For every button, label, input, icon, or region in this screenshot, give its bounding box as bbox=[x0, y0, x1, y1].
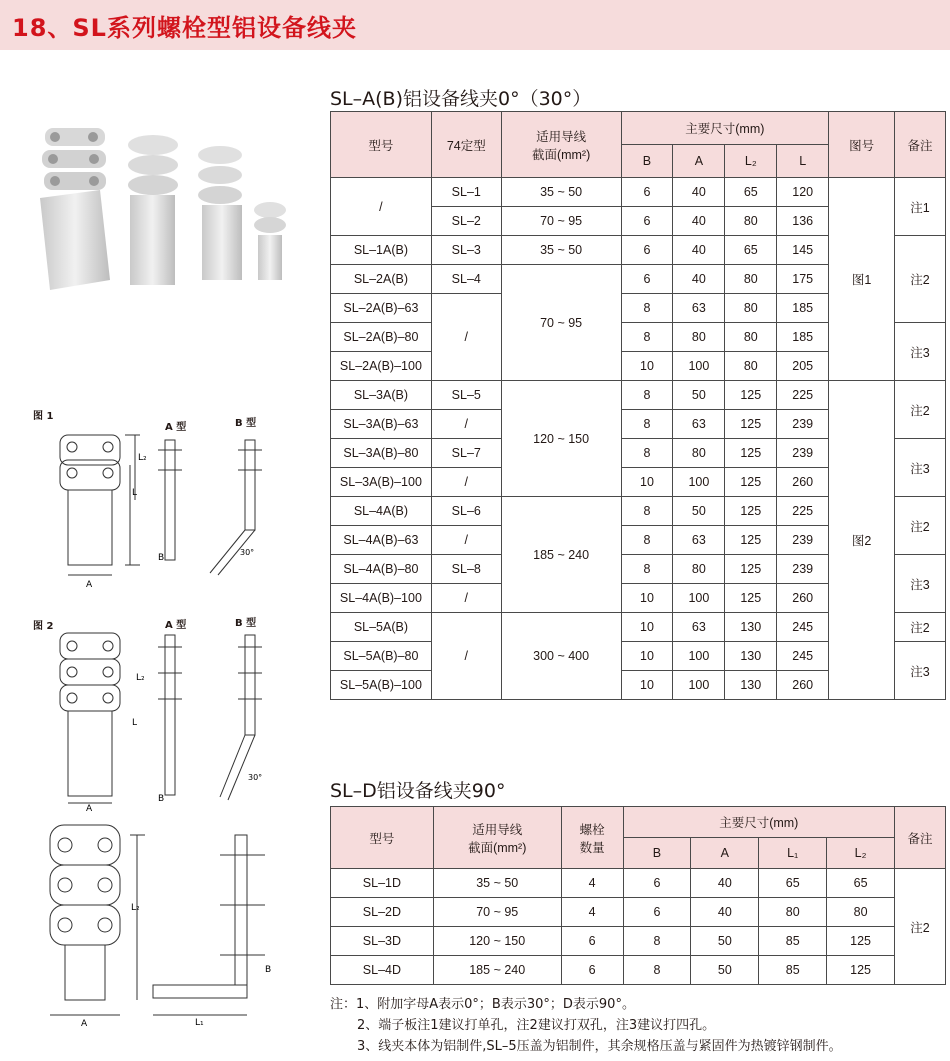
cell-note: 注2 bbox=[895, 497, 946, 555]
cell-L: 205 bbox=[777, 352, 829, 381]
cell-L2: 80 bbox=[725, 294, 777, 323]
cell-type74: SL–1 bbox=[431, 178, 501, 207]
cell-type74: SL–6 bbox=[431, 497, 501, 526]
cell-section: 120 ~ 150 bbox=[433, 927, 561, 956]
cell-B: 10 bbox=[621, 613, 673, 642]
cell-type74: / bbox=[431, 294, 501, 381]
cell-L2: 125 bbox=[725, 555, 777, 584]
cell-L2: 125 bbox=[725, 468, 777, 497]
th-L1: L₁ bbox=[759, 838, 827, 869]
fig1-typeA-label: A 型 bbox=[165, 422, 187, 433]
cell-B: 6 bbox=[623, 869, 691, 898]
cell-model: SL–5A(B)–100 bbox=[331, 671, 432, 700]
cell-type74: SL–5 bbox=[431, 381, 501, 410]
title-banner bbox=[0, 0, 950, 50]
th-section: 适用导线 截面(mm²) bbox=[501, 112, 621, 178]
cell-B: 10 bbox=[621, 642, 673, 671]
cell-fig: 图2 bbox=[829, 381, 895, 700]
cell-L2: 125 bbox=[725, 439, 777, 468]
cell-section: 120 ~ 150 bbox=[501, 381, 621, 497]
cell-type74: / bbox=[431, 410, 501, 439]
cell-A: 63 bbox=[673, 294, 725, 323]
fig1-typeB-label: B 型 bbox=[235, 418, 257, 429]
th-A: A bbox=[691, 838, 759, 869]
cell-model: SL–2D bbox=[331, 898, 434, 927]
cell-model: SL–1D bbox=[331, 869, 434, 898]
cell-type74: SL–7 bbox=[431, 439, 501, 468]
cell-model: SL–2A(B)–80 bbox=[331, 323, 432, 352]
fig2-dim-L: L bbox=[132, 718, 138, 728]
cell-L2: 80 bbox=[725, 352, 777, 381]
cell-L: 239 bbox=[777, 555, 829, 584]
cell-L2: 80 bbox=[725, 323, 777, 352]
fig3-drawing bbox=[35, 820, 300, 1040]
cell-B: 8 bbox=[623, 927, 691, 956]
cell-L2: 65 bbox=[725, 236, 777, 265]
cell-A: 80 bbox=[673, 555, 725, 584]
th-fig: 图号 bbox=[829, 112, 895, 178]
cell-note: 注3 bbox=[895, 642, 946, 700]
cell-L2: 130 bbox=[725, 642, 777, 671]
cell-B: 6 bbox=[621, 207, 673, 236]
cell-A: 40 bbox=[673, 265, 725, 294]
th-type74: 74定型 bbox=[431, 112, 501, 178]
page-title: 18、SL系列螺栓型铝设备线夹 bbox=[12, 14, 357, 42]
th-bolts: 螺栓 数量 bbox=[561, 807, 623, 869]
cell-model: SL–2A(B)–63 bbox=[331, 294, 432, 323]
cell-B: 6 bbox=[621, 178, 673, 207]
cell-note: 注2 bbox=[895, 381, 946, 439]
cell-model: SL–4A(B) bbox=[331, 497, 432, 526]
cell-bolts: 6 bbox=[561, 927, 623, 956]
cell-note: 注2 bbox=[895, 613, 946, 642]
fig2-dim-L2: L₂ bbox=[136, 673, 145, 683]
cell-section: 70 ~ 95 bbox=[433, 898, 561, 927]
cell-L2: 125 bbox=[725, 381, 777, 410]
cell-model: SL–3A(B)–100 bbox=[331, 468, 432, 497]
th-dims: 主要尺寸(mm) bbox=[623, 807, 895, 838]
th-section: 适用导线 截面(mm²) bbox=[433, 807, 561, 869]
cell-model: SL–3D bbox=[331, 927, 434, 956]
cell-L: 245 bbox=[777, 613, 829, 642]
section2-title: SL–D铝设备线夹90° bbox=[330, 780, 506, 802]
cell-bolts: 6 bbox=[561, 956, 623, 985]
table-sl-ab bbox=[330, 111, 946, 700]
cell-note: 注2 bbox=[895, 869, 946, 985]
fig3-dim-L2: L₂ bbox=[131, 903, 140, 913]
cell-B: 10 bbox=[621, 584, 673, 613]
cell-section: 35 ~ 50 bbox=[501, 178, 621, 207]
cell-note: 注1 bbox=[895, 178, 946, 236]
cell-A: 40 bbox=[691, 869, 759, 898]
cell-type74: / bbox=[431, 468, 501, 497]
cell-L: 239 bbox=[777, 410, 829, 439]
cell-L2: 125 bbox=[827, 956, 895, 985]
cell-L2: 125 bbox=[725, 410, 777, 439]
cell-B: 10 bbox=[621, 468, 673, 497]
cell-A: 100 bbox=[673, 584, 725, 613]
cell-A: 80 bbox=[673, 323, 725, 352]
th-B: B bbox=[621, 145, 673, 178]
cell-L1: 85 bbox=[759, 927, 827, 956]
cell-type74: SL–3 bbox=[431, 236, 501, 265]
cell-section: 185 ~ 240 bbox=[501, 497, 621, 613]
th-L2: L₂ bbox=[827, 838, 895, 869]
fig2-drawing bbox=[40, 625, 300, 815]
cell-A: 100 bbox=[673, 352, 725, 381]
cell-section: 70 ~ 95 bbox=[501, 265, 621, 381]
fig1-dim-B: B bbox=[158, 553, 165, 563]
cell-section: 35 ~ 50 bbox=[501, 236, 621, 265]
cell-L: 185 bbox=[777, 294, 829, 323]
cell-L1: 80 bbox=[759, 898, 827, 927]
cell-B: 8 bbox=[623, 956, 691, 985]
th-note: 备注 bbox=[895, 807, 946, 869]
cell-type74: / bbox=[431, 613, 501, 700]
cell-B: 8 bbox=[621, 381, 673, 410]
th-note: 备注 bbox=[895, 112, 946, 178]
cell-type74: / bbox=[431, 584, 501, 613]
th-B: B bbox=[623, 838, 691, 869]
cell-A: 80 bbox=[673, 439, 725, 468]
product-photo bbox=[30, 110, 320, 310]
cell-B: 6 bbox=[621, 236, 673, 265]
cell-L: 260 bbox=[777, 584, 829, 613]
cell-model: SL–3A(B)–80 bbox=[331, 439, 432, 468]
cell-note: 注3 bbox=[895, 439, 946, 497]
footnote-3: 3、线夹本体为铝制件,SL–5压盖为铝制件，其余规格压盖与紧固件为热镀锌钢制件。 bbox=[357, 1039, 842, 1054]
cell-L1: 85 bbox=[759, 956, 827, 985]
cell-L: 175 bbox=[777, 265, 829, 294]
cell-model: / bbox=[331, 178, 432, 236]
cell-type74: SL–2 bbox=[431, 207, 501, 236]
fig2-dim-30: 30° bbox=[248, 773, 263, 782]
cell-A: 40 bbox=[691, 898, 759, 927]
cell-L: 136 bbox=[777, 207, 829, 236]
cell-type74: SL–8 bbox=[431, 555, 501, 584]
cell-A: 63 bbox=[673, 410, 725, 439]
th-A: A bbox=[673, 145, 725, 178]
cell-model: SL–1A(B) bbox=[331, 236, 432, 265]
cell-L2: 80 bbox=[827, 898, 895, 927]
cell-B: 8 bbox=[621, 526, 673, 555]
th-dims: 主要尺寸(mm) bbox=[621, 112, 829, 145]
cell-B: 10 bbox=[621, 671, 673, 700]
fig2-typeB-label: B 型 bbox=[235, 618, 257, 629]
cell-section: 300 ~ 400 bbox=[501, 613, 621, 700]
cell-model: SL–4A(B)–100 bbox=[331, 584, 432, 613]
fig1-label: 图 1 bbox=[33, 411, 54, 422]
cell-A: 50 bbox=[673, 381, 725, 410]
cell-L2: 80 bbox=[725, 207, 777, 236]
cell-L2: 130 bbox=[725, 613, 777, 642]
cell-B: 8 bbox=[621, 439, 673, 468]
cell-B: 8 bbox=[621, 555, 673, 584]
fig3-dim-L1: L₁ bbox=[195, 1018, 204, 1028]
cell-section: 185 ~ 240 bbox=[433, 956, 561, 985]
cell-fig: 图1 bbox=[829, 178, 895, 381]
th-L: L bbox=[777, 145, 829, 178]
fig1-dim-L2: L₂ bbox=[138, 453, 147, 463]
cell-A: 100 bbox=[673, 671, 725, 700]
cell-B: 8 bbox=[621, 497, 673, 526]
cell-L: 185 bbox=[777, 323, 829, 352]
cell-model: SL–4D bbox=[331, 956, 434, 985]
cell-model: SL–3A(B)–63 bbox=[331, 410, 432, 439]
cell-model: SL–4A(B)–63 bbox=[331, 526, 432, 555]
cell-L: 120 bbox=[777, 178, 829, 207]
cell-A: 40 bbox=[673, 236, 725, 265]
cell-B: 8 bbox=[621, 410, 673, 439]
cell-note: 注2 bbox=[895, 236, 946, 323]
fig1-drawing bbox=[40, 425, 300, 595]
cell-L2: 80 bbox=[725, 265, 777, 294]
fig3-dim-A: A bbox=[81, 1019, 88, 1029]
cell-L: 239 bbox=[777, 439, 829, 468]
cell-L: 260 bbox=[777, 671, 829, 700]
th-model: 型号 bbox=[331, 112, 432, 178]
cell-A: 50 bbox=[673, 497, 725, 526]
table-sl-d bbox=[330, 806, 946, 985]
cell-bolts: 4 bbox=[561, 869, 623, 898]
cell-L2: 125 bbox=[725, 526, 777, 555]
cell-L2: 130 bbox=[725, 671, 777, 700]
cell-bolts: 4 bbox=[561, 898, 623, 927]
cell-L: 225 bbox=[777, 497, 829, 526]
cell-A: 100 bbox=[673, 642, 725, 671]
cell-note: 注3 bbox=[895, 323, 946, 381]
fig2-typeA-label: A 型 bbox=[165, 620, 187, 631]
cell-type74: / bbox=[431, 526, 501, 555]
cell-A: 50 bbox=[691, 927, 759, 956]
cell-L: 145 bbox=[777, 236, 829, 265]
cell-model: SL–5A(B)–80 bbox=[331, 642, 432, 671]
cell-L: 260 bbox=[777, 468, 829, 497]
cell-model: SL–2A(B)–100 bbox=[331, 352, 432, 381]
cell-model: SL–5A(B) bbox=[331, 613, 432, 642]
fig2-label: 图 2 bbox=[33, 621, 54, 632]
cell-L: 239 bbox=[777, 526, 829, 555]
footnote-1: 注：1、附加字母A表示0°；B表示30°；D表示90°。 bbox=[330, 997, 635, 1012]
fig1-dim-L: L bbox=[132, 488, 138, 498]
cell-model: SL–4A(B)–80 bbox=[331, 555, 432, 584]
fig1-dim-A: A bbox=[86, 580, 93, 590]
cell-A: 40 bbox=[673, 207, 725, 236]
cell-section: 70 ~ 95 bbox=[501, 207, 621, 236]
fig3-dim-B: B bbox=[265, 965, 272, 975]
section1-title: SL–A(B)铝设备线夹0°（30°） bbox=[330, 88, 592, 110]
fig1-dim-30: 30° bbox=[240, 548, 255, 557]
cell-type74: SL–4 bbox=[431, 265, 501, 294]
footnotes bbox=[330, 994, 842, 1057]
cell-L2: 65 bbox=[725, 178, 777, 207]
cell-B: 10 bbox=[621, 352, 673, 381]
cell-L: 225 bbox=[777, 381, 829, 410]
fig2-dim-B: B bbox=[158, 794, 165, 804]
cell-note: 注3 bbox=[895, 555, 946, 613]
cell-L2: 125 bbox=[725, 497, 777, 526]
cell-B: 8 bbox=[621, 323, 673, 352]
cell-L2: 65 bbox=[827, 869, 895, 898]
cell-section: 35 ~ 50 bbox=[433, 869, 561, 898]
cell-L1: 65 bbox=[759, 869, 827, 898]
cell-L2: 125 bbox=[827, 927, 895, 956]
cell-L: 245 bbox=[777, 642, 829, 671]
cell-A: 63 bbox=[673, 526, 725, 555]
footnote-2: 2、端子板注1建议打单孔，注2建议打双孔，注3建议打四孔。 bbox=[357, 1018, 716, 1033]
cell-A: 40 bbox=[673, 178, 725, 207]
cell-model: SL–3A(B) bbox=[331, 381, 432, 410]
cell-B: 6 bbox=[621, 265, 673, 294]
cell-B: 6 bbox=[623, 898, 691, 927]
cell-A: 50 bbox=[691, 956, 759, 985]
cell-A: 63 bbox=[673, 613, 725, 642]
cell-A: 100 bbox=[673, 468, 725, 497]
th-model: 型号 bbox=[331, 807, 434, 869]
cell-model: SL–2A(B) bbox=[331, 265, 432, 294]
th-L2: L₂ bbox=[725, 145, 777, 178]
cell-L2: 125 bbox=[725, 584, 777, 613]
fig2-dim-A: A bbox=[86, 804, 93, 814]
cell-B: 8 bbox=[621, 294, 673, 323]
